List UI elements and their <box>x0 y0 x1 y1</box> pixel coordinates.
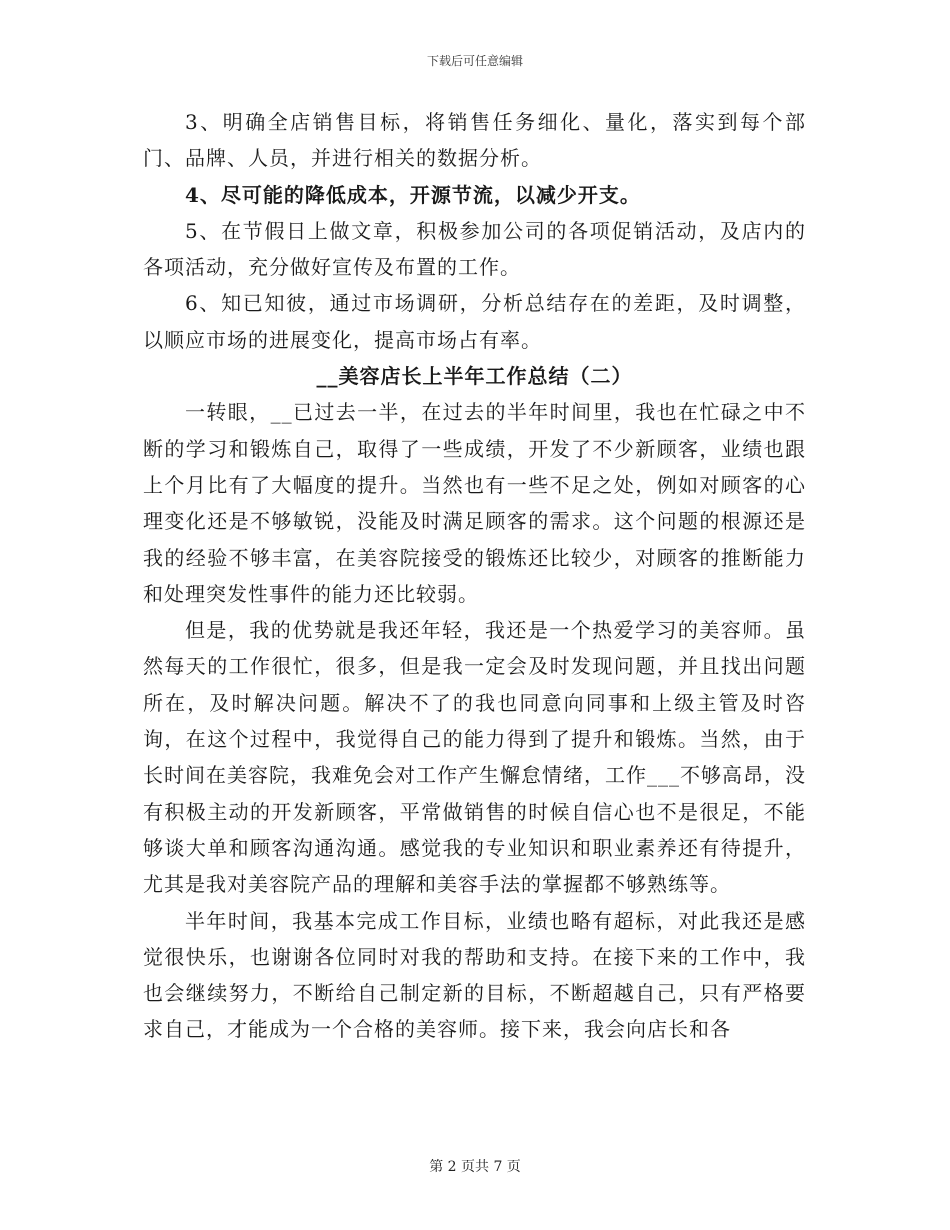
paragraph-summary-2: 但是，我的优势就是我还年轻，我还是一个热爱学习的美容师。虽然每天的工作很忙，很多，但是我一定会及时发现问题，并且找出问题所在，及时解决问题。解决不了的我也同意向同事和上级主管及时咨询，在这个过程中，我觉得自己的能力得到了提升和锻炼。当然，由于长时间在美容院，我难免会对工作产生懈怠情绪，工作___不够高昂，没有积极主动的开发新顾客，平常做销售的时候自信心也不是很足，不能够谈大单和顾客沟通沟通。感觉我的专业知识和职业素养还有待提升，尤其是我对美容院产品的理解和美容手法的掌握都不够熟练等。 <box>143 618 806 897</box>
paragraph-summary-3: 半年时间，我基本完成工作目标，业绩也略有超标，对此我还是感觉很快乐，也谢谢各位同时对我的帮助和支持。在接下来的工作中，我也会继续努力，不断给自己制定新的目标，不断超越自己，只有严格要求自己，才能成为一个合格的美容师。接下来，我会向店长和各 <box>143 908 806 1042</box>
paragraph-item-5: 5、在节假日上做文章，积极参加公司的各项促销活动，及店内的各项活动，充分做好宣传及布置的工作。 <box>143 218 806 280</box>
page-header: 下载后可任意编辑 <box>426 54 523 68</box>
paragraph-summary-1: 一转眼，__已过去一半，在过去的半年时间里，我也在忙碌之中不断的学习和锻炼自己，取得了一些成绩，开发了不少新顾客，业绩也跟上个月比有了大幅度的提升。当然也有一些不足之处，例如对顾客的心理变化还是不够敏锐，没能及时满足顾客的需求。这个问题的根源还是我的经验不够丰富，在美容院接受的锻炼还比较少，对顾客的推断能力和处理突发性事件的能力还比较弱。 <box>143 400 806 606</box>
document-body <box>143 104 806 1048</box>
paragraph-item-3: 3、明确全店销售目标，将销售任务细化、量化，落实到每个部门、品牌、人员，并进行相关的数据分析。 <box>143 110 806 171</box>
paragraph-item-6: 6、知已知彼，通过市场调研，分析总结存在的差距，及时调整，以顺应市场的进展变化，提高市场占有率。 <box>143 291 806 352</box>
paragraph-item-4: 4、尽可能的降低成本，开源节流，以减少开支。 <box>185 182 641 207</box>
page-footer: 第 2 页共 7 页 <box>429 1159 521 1175</box>
section-title: __美容店长上半年工作总结（二） <box>316 364 633 389</box>
